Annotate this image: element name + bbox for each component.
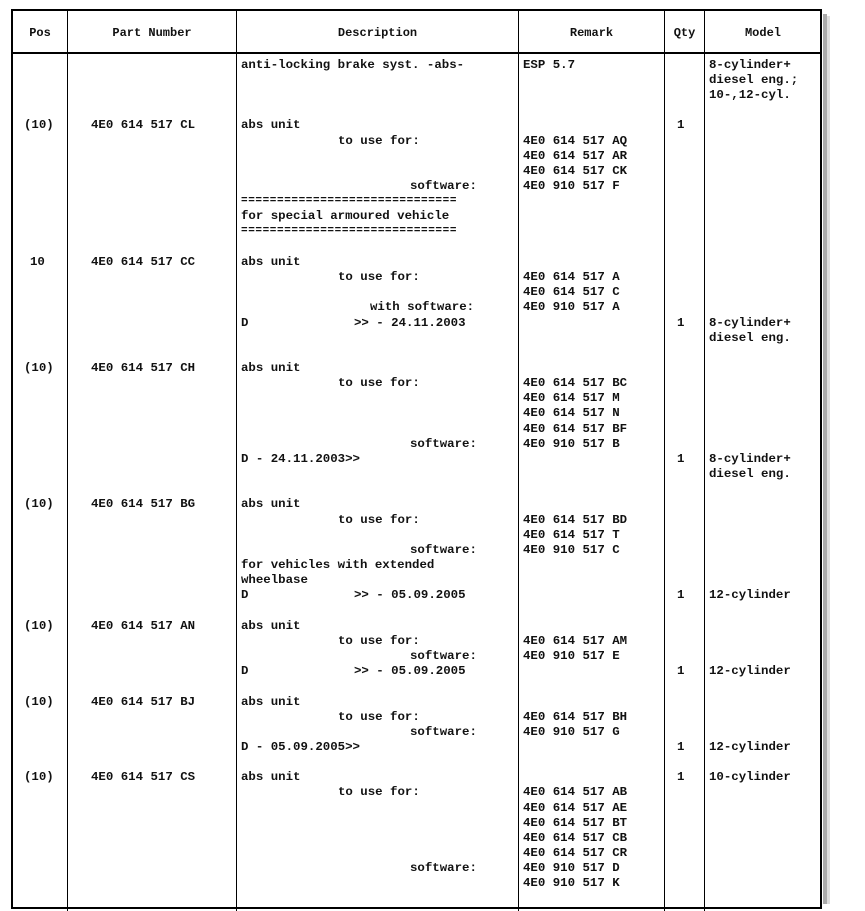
use-for-part: 4E0 614 517 C [523,285,620,299]
entry-model-line: diesel eng. [709,467,791,481]
software-part: 4E0 910 517 K [523,876,620,890]
entry-description: abs unit [241,770,301,784]
software-part: 4E0 910 517 C [523,543,620,557]
use-for-part: 4E0 614 517 T [523,528,620,542]
use-for-part: 4E0 614 517 BD [523,513,628,527]
entry-pos: (10) [24,118,54,132]
use-for-part: 4E0 614 517 CB [523,831,628,845]
use-for-label: to use for: [338,134,420,148]
entry-qty: 1 [677,588,685,602]
software-part: 4E0 910 517 D [523,861,620,875]
col-divider-qty [704,11,705,911]
use-for-part: 4E0 614 517 CK [523,164,628,178]
entry-qty: 1 [677,664,685,678]
entry-pos: (10) [24,361,54,375]
use-for-part: 4E0 614 517 AR [523,149,628,163]
software-label: software: [410,437,477,451]
software-label: software: [410,649,477,663]
use-for-part: 4E0 614 517 AQ [523,134,628,148]
entry-note: wheelbase [241,573,308,587]
date-code: D [241,664,249,678]
entry-description: abs unit [241,695,301,709]
entry-qty: 1 [677,452,685,466]
entry-pos: (10) [24,695,54,709]
intro-remark: ESP 5.7 [523,58,576,72]
use-for-part: 4E0 614 517 AB [523,785,628,799]
intro-model-line: diesel eng.; [709,73,799,87]
entry-model-line: 12-cylinder [709,588,791,602]
date-range: >> - 24.11.2003 [354,316,466,330]
use-for-label: to use for: [338,376,420,390]
software-part: 4E0 910 517 A [523,300,620,314]
header-description: Description [337,26,418,40]
page-shadow-light [827,16,830,904]
use-for-part: 4E0 614 517 N [523,406,620,420]
entry-qty: 1 [677,740,685,754]
software-label: software: [410,179,477,193]
use-for-part: 4E0 614 517 BT [523,816,628,830]
use-for-label: to use for: [338,785,420,799]
software-label: software: [410,861,477,875]
entry-pos: (10) [24,497,54,511]
header-part-number: Part Number [112,26,192,40]
entry-qty: 1 [677,118,685,132]
entry-pos: 10 [30,255,45,269]
intro-model-line: 10-,12-cyl. [709,88,791,102]
entry-part-number: 4E0 614 517 BG [91,497,196,511]
date-range: D - 24.11.2003>> [241,452,360,466]
col-divider-part [236,11,237,911]
software-part: 4E0 910 517 F [523,179,620,193]
entry-note: for special armoured vehicle [241,209,450,223]
entry-model-line: 8-cylinder+ [709,452,791,466]
entry-model-line: 10-cylinder [709,770,791,784]
use-for-part: 4E0 614 517 BH [523,710,628,724]
use-for-part: 4E0 614 517 M [523,391,620,405]
use-for-part: 4E0 614 517 A [523,270,620,284]
use-for-part: 4E0 614 517 CR [523,846,628,860]
use-for-label: to use for: [338,710,420,724]
use-for-part: 4E0 614 517 BF [523,422,628,436]
separator-line: ============================== [241,225,458,237]
entry-part-number: 4E0 614 517 BJ [91,695,196,709]
software-part: 4E0 910 517 G [523,725,620,739]
col-divider-remark [664,11,665,911]
software-label: software: [410,725,477,739]
header-remark: Remark [569,26,614,40]
entry-description: abs unit [241,361,301,375]
software-part: 4E0 910 517 B [523,437,620,451]
software-part: 4E0 910 517 E [523,649,620,663]
use-for-part: 4E0 614 517 AM [523,634,628,648]
header-model: Model [744,26,781,40]
software-label: with software: [370,300,475,314]
date-code: D [241,316,249,330]
entry-part-number: 4E0 614 517 AN [91,619,196,633]
entry-description: abs unit [241,255,301,269]
entry-description: abs unit [241,497,301,511]
separator-line: ============================== [241,195,458,207]
entry-part-number: 4E0 614 517 CL [91,118,196,132]
entry-model-line: 8-cylinder+ [709,316,791,330]
software-label: software: [410,543,477,557]
use-for-label: to use for: [338,270,420,284]
entry-description: abs unit [241,619,301,633]
entry-qty: 1 [677,316,685,330]
date-code: D [241,588,249,602]
header-qty: Qty [673,26,696,40]
intro-description: anti-locking brake syst. -abs- [241,58,465,72]
header-pos: Pos [29,26,51,40]
col-divider-desc [518,11,519,911]
date-range: D - 05.09.2005>> [241,740,360,754]
use-for-label: to use for: [338,513,420,527]
use-for-label: to use for: [338,634,420,648]
entry-description: abs unit [241,118,301,132]
entry-model-line: 12-cylinder [709,740,791,754]
use-for-part: 4E0 614 517 BC [523,376,628,390]
col-divider-pos [67,11,68,911]
entry-model-line: diesel eng. [709,331,791,345]
date-range: >> - 05.09.2005 [354,664,466,678]
date-range: >> - 05.09.2005 [354,588,466,602]
intro-model-line: 8-cylinder+ [709,58,791,72]
header-separator [11,52,822,54]
entry-part-number: 4E0 614 517 CC [91,255,196,269]
entry-part-number: 4E0 614 517 CS [91,770,196,784]
entry-pos: (10) [24,619,54,633]
entry-note: for vehicles with extended [241,558,435,572]
entry-qty: 1 [677,770,685,784]
entry-part-number: 4E0 614 517 CH [91,361,196,375]
entry-model-line: 12-cylinder [709,664,791,678]
entry-pos: (10) [24,770,54,784]
use-for-part: 4E0 614 517 AE [523,801,628,815]
